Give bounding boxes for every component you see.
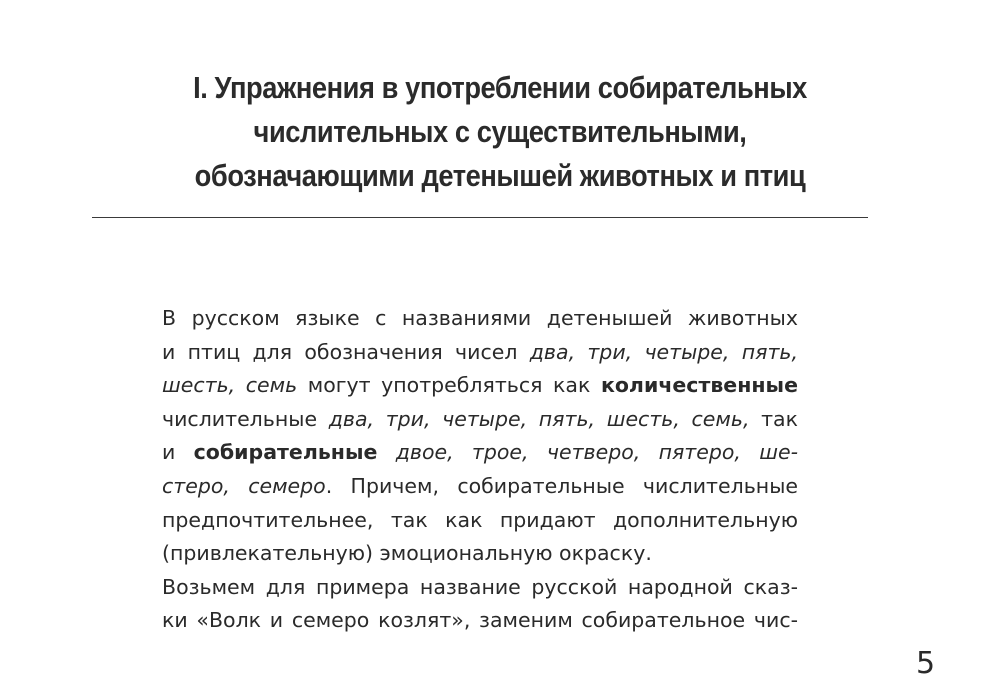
text-line	[162, 604, 798, 638]
italic-numerals: два, три, четыре, пять, шесть, семь,	[328, 406, 750, 431]
text-line	[162, 571, 798, 605]
text-run: . Причем, собирательные числительные	[325, 473, 798, 498]
text-line	[162, 369, 798, 403]
text-run: предпочтительнее, так как придают дополнительную	[162, 507, 798, 532]
italic-numerals: двое, трое, четверо, пятеро, ше-	[377, 440, 798, 465]
text-line	[162, 470, 798, 504]
text-run: ки «Волк и семеро козлят», заменим собирательное чис-	[162, 608, 798, 633]
heading-line: I. Упражнения в употреблении собирательных	[193, 70, 807, 105]
bold-term: количественные	[600, 373, 798, 398]
bold-term: собирательные	[193, 440, 378, 465]
heading-line: обозначающими детенышей животных и птиц	[194, 158, 806, 193]
text-run: и	[162, 440, 194, 465]
text-run: так	[749, 406, 798, 431]
page-number: 5	[916, 646, 936, 681]
italic-numerals: стеро, семеро	[162, 473, 326, 498]
text-line	[162, 403, 798, 437]
section-heading	[113, 66, 887, 198]
text-line	[162, 504, 798, 538]
text-run: числительные	[162, 406, 329, 431]
text-run: (привлекательную) эмоциональную окраску.	[162, 541, 652, 566]
text-line	[162, 302, 798, 336]
italic-numerals: два, три, четыре, пять,	[529, 339, 798, 364]
text-run: могут употребляться как	[297, 373, 601, 398]
text-line	[162, 436, 798, 470]
text-run: В русском языке с названиями детенышей животных	[162, 306, 798, 330]
italic-numerals: шесть, семь	[162, 373, 298, 398]
heading-divider	[92, 217, 868, 218]
text-run: и птиц для обозначения чисел	[162, 339, 530, 364]
text-line	[162, 537, 798, 571]
text-run: Возьмем для примера название русской народной сказ-	[162, 574, 798, 599]
text-line	[162, 336, 798, 370]
body-text	[162, 302, 798, 638]
heading-line: числительных с существительными,	[253, 114, 747, 149]
